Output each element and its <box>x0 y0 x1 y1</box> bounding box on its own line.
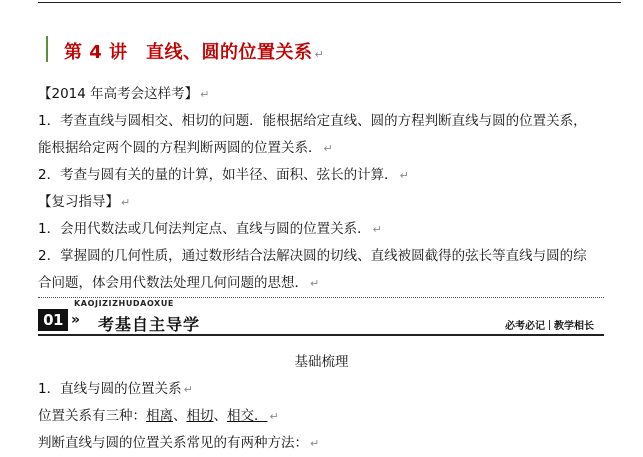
tag-teaching: 教学相长 <box>554 321 594 332</box>
return-mark: ↵ <box>310 437 320 450</box>
return-mark: ↵ <box>269 410 279 423</box>
return-mark: ↵ <box>310 277 320 290</box>
lesson-title-block <box>46 32 606 66</box>
section-title <box>0 350 643 370</box>
section-number-badge: 01 <box>38 309 68 331</box>
review-heading <box>38 190 130 210</box>
review-item-1 <box>38 217 382 237</box>
relation-intersect: 相交 <box>227 408 254 424</box>
tag-divider <box>549 320 550 330</box>
title-accent-bar <box>46 36 48 62</box>
banner-title: 考基自主导学 <box>98 315 201 334</box>
relations-suffix: ． <box>254 408 268 424</box>
exam-item-text: 1．考查直线与圆相交、相切的问题．能根据给定直线、圆的方程判断直线与圆的位置关系， <box>38 113 587 129</box>
banner-top-rule <box>38 297 604 298</box>
methods-text: 判断直线与圆的位置关系常见的有两种方法： <box>38 435 308 451</box>
relation-sep: 、 <box>213 408 227 424</box>
review-item-2-cont <box>38 271 319 291</box>
relation-tangent: 相切 <box>186 408 214 424</box>
relations-prefix: 位置关系有三种： <box>38 408 146 424</box>
banner-bottom-rule <box>38 334 604 336</box>
exam-item-text: 能根据给定两个圆的方程判断两圆的位置关系． <box>38 140 322 156</box>
header-rule <box>38 2 621 3</box>
content-item-text: 1．直线与圆的位置关系 <box>38 381 182 397</box>
banner-tags <box>505 317 594 332</box>
exam-heading <box>38 82 209 102</box>
review-item-2 <box>38 244 587 264</box>
review-item-text: 1．会用代数法或几何法判定点、直线与圆的位置关系． <box>38 221 371 237</box>
tag-must-remember: 必考必记 <box>505 321 545 332</box>
section-title-text: 基础梳理 <box>294 354 349 370</box>
review-item-text: 合问题，体会用代数法处理几何问题的思想． <box>38 275 308 291</box>
return-mark: ↵ <box>200 88 210 101</box>
exam-item-text: 2．考查与圆有关的量的计算，如半径、面积、弦长的计算． <box>38 167 398 183</box>
lesson-title <box>64 38 324 64</box>
review-heading-text: 【复习指导】 <box>38 194 119 210</box>
exam-item-1-cont <box>38 136 333 156</box>
return-mark: ↵ <box>183 383 193 396</box>
content-item-1 <box>38 377 193 397</box>
section-banner <box>38 297 604 337</box>
relation-separate: 相离 <box>146 408 173 424</box>
methods-line <box>38 431 319 451</box>
lesson-title-text: 第 4 讲 直线、圆的位置关系 <box>64 42 313 63</box>
return-mark: ↵ <box>323 142 333 155</box>
review-item-text: 2．掌握圆的几何性质，通过数形结合法解决圆的切线、直线被圆截得的弦长等直线与圆的综 <box>38 248 587 264</box>
return-mark: ↵ <box>121 196 131 209</box>
exam-item-1 <box>38 109 587 129</box>
double-chevron-icon: » <box>71 312 81 328</box>
exam-item-2 <box>38 163 409 183</box>
relations-line <box>38 404 279 424</box>
return-mark: ↵ <box>399 169 409 182</box>
exam-heading-text: 【2014 年高考会这样考】 <box>38 86 199 102</box>
relation-sep: 、 <box>173 408 187 424</box>
banner-pinyin: KAOJIZIZHUDAOXUE <box>74 299 174 308</box>
return-mark: ↵ <box>314 48 325 61</box>
return-mark: ↵ <box>372 223 382 236</box>
